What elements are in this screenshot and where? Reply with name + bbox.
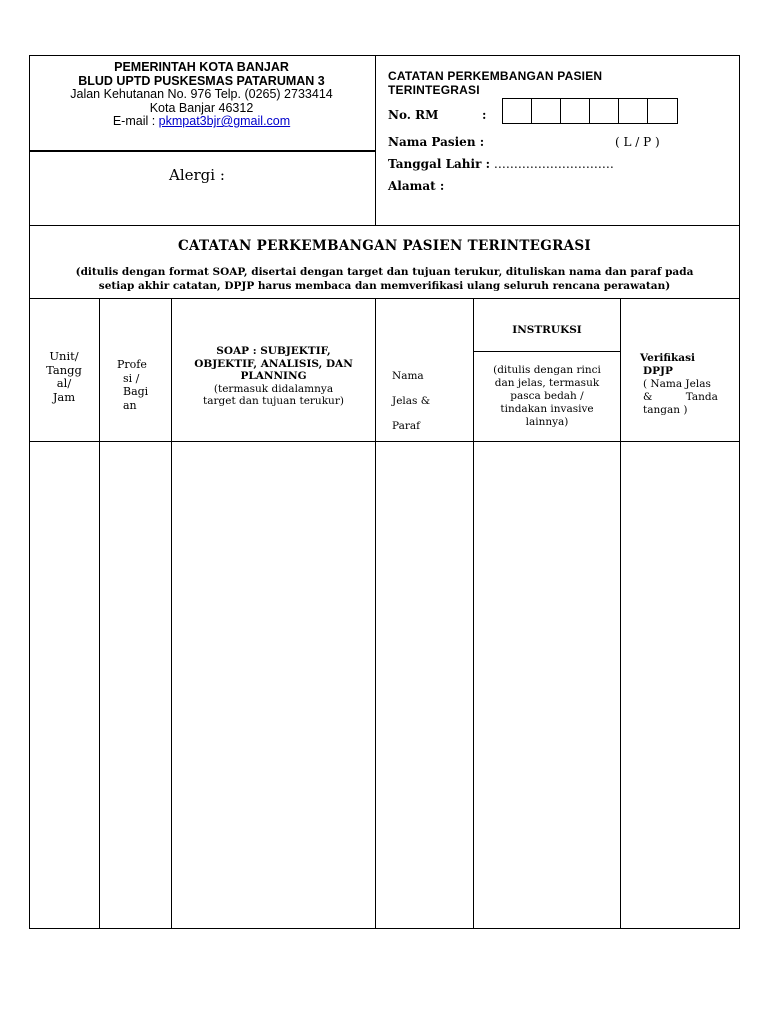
entry-cell-verifikasi[interactable] [621,442,739,928]
col-header-soap [172,345,375,408]
dob-dots: ………………………… [493,157,614,171]
patient-info-title [388,69,602,97]
col-verif-bold-line: DPJP [643,365,673,377]
email-line [40,115,363,129]
org-line: BLUD UPTD PUSKESMAS PATARUMAN 3 [78,73,325,88]
rm-digit-box[interactable] [619,99,648,123]
col-soap-bold-line: SOAP : SUBJEKTIF, [216,345,331,357]
col-nama-line: Jelas & [392,395,431,407]
col-profesi-line: an [123,398,137,412]
patient-name-label: Nama Pasien : [388,135,485,149]
entry-cell-soap[interactable] [172,442,375,928]
col-instruksi-note-line: lainnya) [525,416,569,428]
col-unit-line: Tangg [46,362,82,377]
address-label: Alamat : [388,179,445,193]
col-instruksi-note-line: (ditulis dengan rinci [493,364,601,376]
col-verif-note-line: tangan ) [643,404,688,416]
col-profesi-line: Bagi [123,385,149,398]
col-instruksi-note-line: pasca bedah / [510,390,584,402]
rm-colon: : [482,108,487,122]
entry-cell-nama[interactable] [376,442,473,928]
city-line: Kota Banjar 46312 [149,100,254,115]
section-instruction-line2: setiap akhir catatan, DPJP harus membaca dan memverifikasi ulang seluruh rencana perawatan) [98,279,671,292]
col-verif-bold-line: Verifikasi [640,352,695,364]
allergy-label: Alergi : [169,166,225,184]
header-divider [375,55,376,226]
col-nama-line: Paraf [392,420,421,432]
section-instructions [29,266,740,293]
entry-cell-instruksi[interactable] [474,442,620,928]
gov-line: PEMERINTAH KOTA BANJAR [114,60,289,74]
address-line: Jalan Kehutanan No. 976 Telp. (0265) 2733414 [70,87,333,101]
instruksi-divider [473,351,620,352]
section-instruction-line1: (ditulis dengan format SOAP, disertai dengan target dan tujuan terukur, dituliskan nama dan paraf pada [75,266,694,278]
rm-digit-box[interactable] [532,99,561,123]
dob-row [388,157,614,171]
entry-cell-unit[interactable] [30,442,99,928]
col-profesi-line: si / [123,371,140,385]
col-unit-line: Jam [52,389,76,404]
entry-cell-profesi[interactable] [100,442,171,928]
email-link[interactable]: pkmpat3bjr@gmail.com [158,114,291,128]
dob-label: Tanggal Lahir : [388,157,490,171]
email-label: E-mail : [112,114,159,128]
sex-label: ( L / P ) [615,135,660,149]
rm-digit-box[interactable] [590,99,619,123]
col-header-profesi [117,358,167,412]
section-title: CATATAN PERKEMBANGAN PASIEN TERINTEGRASI [177,238,592,254]
col-soap-bold-line: OBJEKTIF, ANALISIS, DAN [194,357,353,370]
col-header-instruksi-title: INSTRUKSI [512,324,582,336]
col-header-verifikasi [640,352,736,417]
col-soap-note-line: (termasuk didalamnya [213,382,334,395]
col-header-unit [29,350,99,404]
rm-digit-box[interactable] [503,99,532,123]
col-soap-bold-line: PLANNING [240,370,307,382]
col-header-instruksi-note [474,364,620,429]
col-verif-note-line: & Tanda [643,391,718,403]
rm-number-boxes[interactable] [502,98,678,124]
col-header-nama [392,364,470,439]
col-instruksi-note-line: tindakan invasive [500,403,594,415]
col-nama-line: Nama [392,370,424,382]
patient-info-title-line1: CATATAN PERKEMBANGAN PASIEN [388,69,603,83]
col-soap-note-line: target dan tujuan terukur) [203,395,344,407]
header-bottom-line [29,225,740,226]
letterhead [40,61,363,129]
allergy-separator [29,150,375,152]
rm-digit-box[interactable] [561,99,590,123]
col-profesi-line: Profe [117,358,147,371]
patient-info-title-line2: TERINTEGRASI [388,83,480,97]
col-unit-line: al/ [56,376,72,390]
rm-label: No. RM [388,108,439,122]
col-unit-line: Unit/ [49,349,79,363]
col-verif-note-line: ( Nama Jelas [643,378,711,390]
table-top-line [29,298,740,299]
col-instruksi-note-line: dan jelas, termasuk [494,377,600,389]
rm-digit-box[interactable] [648,99,677,123]
